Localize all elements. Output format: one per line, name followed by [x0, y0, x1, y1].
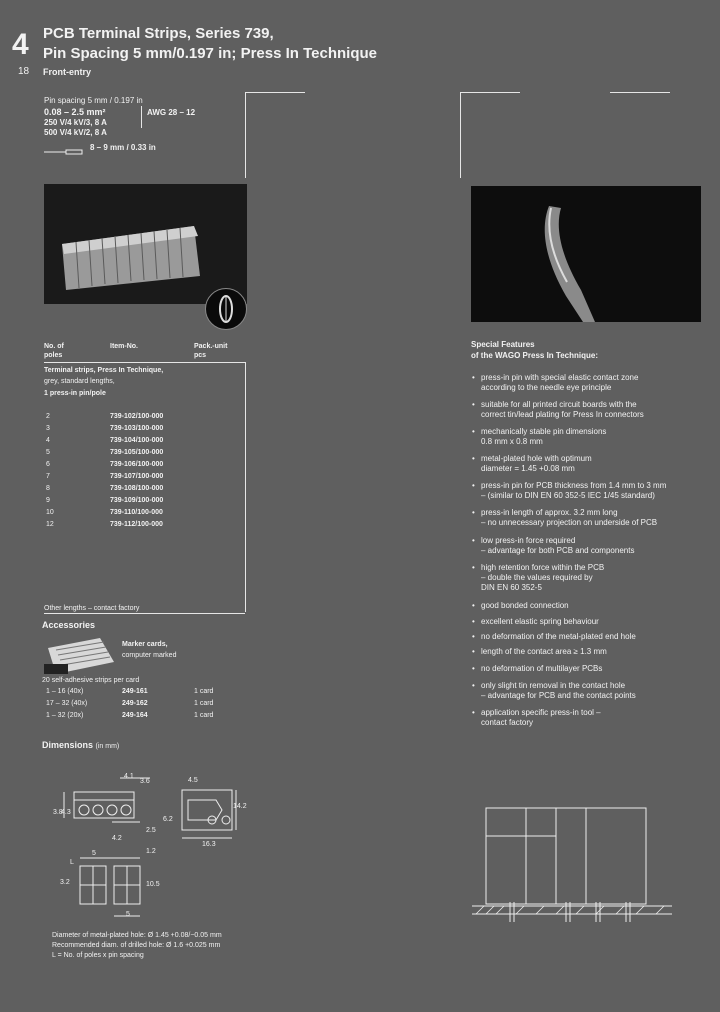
page-number: 18 [18, 66, 30, 77]
page-subtitle: Front-entry [43, 67, 91, 77]
strip-length-icon [44, 143, 84, 151]
product-photo [44, 184, 247, 304]
strips-note: 20 self-adhesive strips per card [42, 677, 140, 684]
dim-10-5: 10.5 [146, 881, 160, 888]
dim-5-b: 5 [126, 911, 130, 918]
dim-4-2: 4.2 [112, 835, 122, 842]
dim-6-2: 6.2 [163, 816, 173, 823]
table-header-rule [44, 362, 245, 363]
dimension-drawing-pcb [70, 850, 160, 930]
page-title-line1: PCB Terminal Strips, Series 739, [43, 25, 274, 42]
header-col-line-1 [245, 92, 246, 178]
dim-4-5: 4.5 [188, 777, 198, 784]
section-number: 4 [12, 28, 29, 61]
header-col-cap-2 [460, 92, 520, 93]
spec-rating-1: 250 V/4 kV/3, 8 A [44, 118, 107, 127]
spec-rating-2: 500 V/4 kV/2, 8 A [44, 128, 107, 137]
press-in-pin-detail [205, 288, 247, 330]
dimensions-title: Dimensions (in mm) [42, 740, 120, 750]
dimension-note-3: L = No. of poles x pin spacing [52, 952, 144, 959]
dim-3-6: 3.6 [140, 778, 150, 785]
spec-pin-spacing: Pin spacing 5 mm / 0.197 in [44, 96, 143, 105]
marker-card-image [44, 636, 116, 676]
header-col-cap-3 [610, 92, 670, 93]
dim-3-8: 3.8 [53, 809, 63, 816]
cross-section-drawing [472, 806, 672, 926]
marker-card-title: Marker cards, [122, 641, 168, 648]
group-title: Terminal strips, Press In Technique, [44, 367, 164, 374]
dim-4-1: 4.1 [124, 773, 134, 780]
marker-card-sub: computer marked [122, 652, 177, 659]
group-line-3: 1 press-in pin/pole [44, 390, 106, 397]
header-col-cap-1 [245, 92, 305, 93]
other-lengths-note: Other lengths – contact factory [44, 605, 140, 612]
dim-l: L [70, 859, 74, 866]
col-header-poles: No. of poles [44, 343, 64, 359]
dim-3-2: 3.2 [60, 879, 70, 886]
spec-wire-range: 0.08 – 2.5 mm² [44, 107, 106, 117]
dim-14-2: 14.2 [233, 803, 247, 810]
features-title-1: Special Features [471, 340, 535, 349]
table-right-rule [245, 362, 246, 612]
dim-4-3: 4.3 [61, 809, 71, 816]
spec-awg: AWG 28 – 12 [147, 108, 196, 117]
spec-strip-length: 8 – 9 mm / 0.33 in [90, 143, 156, 152]
spec-divider [141, 106, 142, 128]
dimension-note-1: Diameter of metal-plated hole: Ø 1.45 +0.08/−0.05 mm [52, 932, 222, 939]
dim-16-3: 16.3 [202, 841, 216, 848]
table-bottom-rule [44, 613, 245, 614]
pin-closeup-photo [471, 186, 701, 322]
group-line-2: grey, standard lengths, [44, 378, 115, 385]
page-title-line2: Pin Spacing 5 mm/0.197 in; Press In Technique [43, 45, 377, 62]
features-title-2: of the WAGO Press In Technique: [471, 351, 598, 360]
dim-1-2: 1.2 [146, 848, 156, 855]
dim-5-a: 5 [92, 850, 96, 857]
col-header-item: Item-No. [110, 343, 138, 350]
col-header-pack: Pack.-unit pcs [194, 343, 228, 359]
dim-2-5: 2.5 [146, 827, 156, 834]
accessories-title: Accessories [42, 620, 96, 630]
header-col-line-2 [460, 92, 461, 178]
dimension-note-2: Recommended diam. of drilled hole: Ø 1.6 +0.025 mm [52, 942, 221, 949]
